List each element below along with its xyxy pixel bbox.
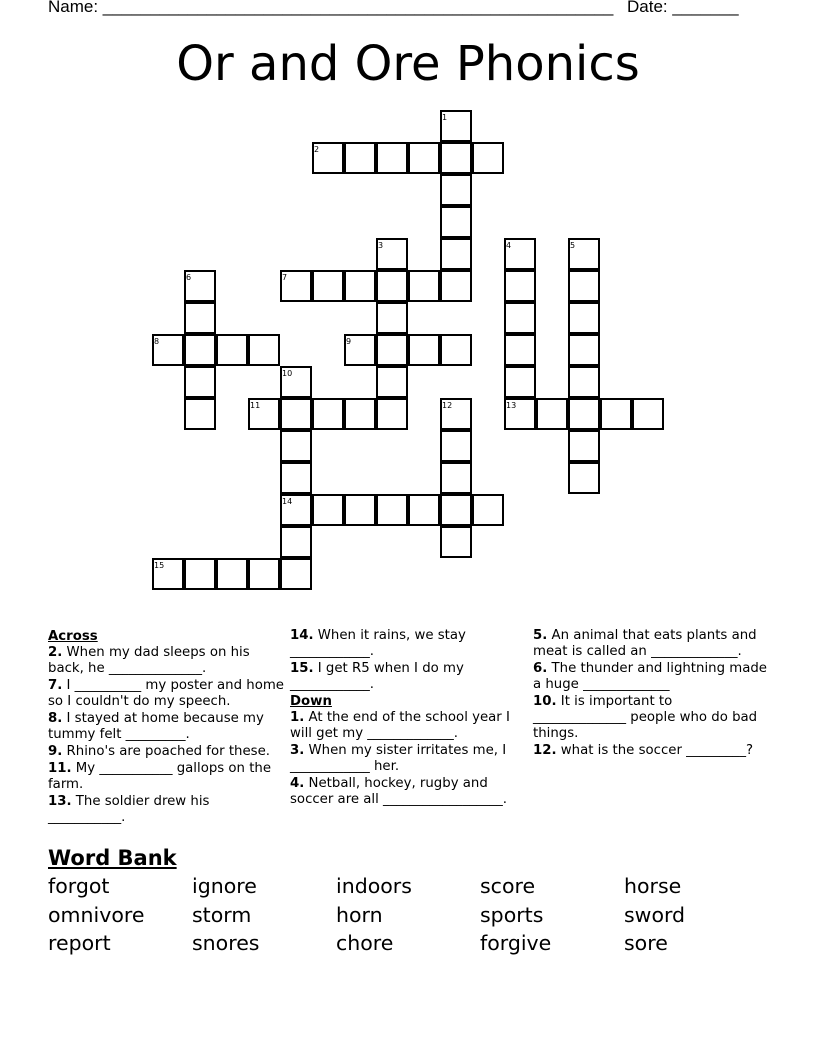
clue-text: Netball, hockey, rugby and soccer are all __________________. bbox=[290, 776, 507, 807]
clue-number: 8 bbox=[154, 337, 160, 346]
crossword-cell[interactable] bbox=[408, 270, 440, 302]
clue-column-2 bbox=[290, 628, 518, 809]
crossword-cell[interactable] bbox=[216, 558, 248, 590]
crossword-cell[interactable] bbox=[568, 398, 600, 430]
clue-text: When my sister irritates me, I ____________ her. bbox=[290, 743, 507, 774]
crossword-cell[interactable] bbox=[376, 398, 408, 430]
crossword-cell[interactable] bbox=[184, 558, 216, 590]
clue-number: 7 bbox=[282, 273, 288, 282]
down-heading: Down bbox=[290, 694, 332, 709]
clue-number: 14 bbox=[282, 497, 293, 506]
crossword-cell[interactable] bbox=[472, 494, 504, 526]
clue-text: At the end of the school year I will get my _____________. bbox=[290, 710, 510, 741]
word-bank-word: chore bbox=[336, 931, 394, 955]
crossword-cell[interactable] bbox=[440, 174, 472, 206]
clue-item bbox=[533, 661, 769, 693]
clue-number: 3 bbox=[378, 241, 384, 250]
crossword-cell[interactable] bbox=[568, 462, 600, 494]
crossword-cell[interactable] bbox=[504, 334, 536, 366]
clue-text: The thunder and lightning made a huge _____________ bbox=[533, 661, 767, 692]
crossword-cell[interactable] bbox=[312, 494, 344, 526]
word-bank-word: horn bbox=[336, 903, 383, 927]
clue-number-label: 4. bbox=[290, 776, 305, 791]
clue-number: 9 bbox=[346, 337, 352, 346]
crossword-cell[interactable] bbox=[408, 494, 440, 526]
clue-number: 11 bbox=[250, 401, 261, 410]
clue-item bbox=[48, 678, 284, 710]
crossword-cell[interactable] bbox=[440, 462, 472, 494]
clue-number-label: 12. bbox=[533, 743, 557, 758]
clue-number: 4 bbox=[506, 241, 512, 250]
clue-text: An animal that eats plants and meat is called an _____________. bbox=[533, 628, 757, 659]
clue-item bbox=[533, 694, 769, 742]
clue-number-label: 1. bbox=[290, 710, 305, 725]
crossword-cell[interactable] bbox=[376, 142, 408, 174]
clue-number-label: 2. bbox=[48, 645, 63, 660]
clue-item bbox=[290, 743, 518, 775]
crossword-cell[interactable] bbox=[248, 334, 280, 366]
crossword-cell[interactable] bbox=[184, 334, 216, 366]
crossword-cell[interactable] bbox=[344, 398, 376, 430]
crossword-cell[interactable] bbox=[344, 142, 376, 174]
across-heading: Across bbox=[48, 629, 98, 644]
crossword-cell[interactable] bbox=[440, 526, 472, 558]
clue-number: 13 bbox=[506, 401, 517, 410]
word-bank-word: sore bbox=[624, 931, 668, 955]
word-bank-word: ignore bbox=[192, 874, 257, 898]
clue-text: When it rains, we stay ____________. bbox=[290, 628, 466, 659]
word-bank-word: horse bbox=[624, 874, 682, 898]
name-field-label: Name: ______________________________________________________ bbox=[48, 0, 614, 16]
across-clue-list-continued bbox=[290, 628, 518, 693]
crossword-cell[interactable] bbox=[440, 206, 472, 238]
crossword-cell[interactable] bbox=[376, 270, 408, 302]
crossword-cell[interactable] bbox=[312, 398, 344, 430]
word-bank-word: sports bbox=[480, 903, 544, 927]
word-bank-word: omnivore bbox=[48, 903, 145, 927]
clue-number-label: 6. bbox=[533, 661, 548, 676]
clue-text: I __________ my poster and home so I couldn't do my speech. bbox=[48, 678, 284, 709]
crossword-cell[interactable] bbox=[408, 334, 440, 366]
clue-number: 10 bbox=[282, 369, 293, 378]
crossword-cell[interactable] bbox=[440, 270, 472, 302]
clue-number-label: 14. bbox=[290, 628, 314, 643]
clue-item bbox=[48, 645, 284, 677]
crossword-cell[interactable] bbox=[376, 366, 408, 398]
clue-number: 1 bbox=[442, 113, 448, 122]
crossword-cell[interactable] bbox=[440, 238, 472, 270]
crossword-cell[interactable] bbox=[312, 270, 344, 302]
clue-item bbox=[290, 628, 518, 660]
clue-item bbox=[290, 776, 518, 808]
crossword-cell[interactable] bbox=[568, 302, 600, 334]
crossword-cell[interactable] bbox=[376, 302, 408, 334]
clue-text: what is the soccer _________? bbox=[556, 743, 754, 758]
crossword-cell[interactable] bbox=[184, 366, 216, 398]
down-clue-list bbox=[290, 710, 518, 808]
clue-number-label: 8. bbox=[48, 711, 63, 726]
clue-item bbox=[48, 761, 284, 793]
word-bank-title: Word Bank bbox=[48, 846, 177, 870]
clue-column-3 bbox=[533, 628, 769, 760]
clue-number: 5 bbox=[570, 241, 576, 250]
crossword-cell[interactable] bbox=[568, 270, 600, 302]
word-bank-word: report bbox=[48, 931, 111, 955]
clue-number: 12 bbox=[442, 401, 453, 410]
crossword-cell[interactable] bbox=[504, 366, 536, 398]
crossword-cell[interactable] bbox=[280, 398, 312, 430]
crossword-cell[interactable] bbox=[376, 494, 408, 526]
crossword-cell[interactable] bbox=[376, 334, 408, 366]
clue-number: 6 bbox=[186, 273, 192, 282]
word-bank-word: forgot bbox=[48, 874, 110, 898]
word-bank-word: storm bbox=[192, 903, 252, 927]
crossword-cell[interactable] bbox=[440, 142, 472, 174]
word-bank-word: indoors bbox=[336, 874, 412, 898]
crossword-cell[interactable] bbox=[440, 494, 472, 526]
clue-number-label: 3. bbox=[290, 743, 305, 758]
clue-text: The soldier drew his ___________. bbox=[48, 794, 210, 825]
crossword-cell[interactable] bbox=[568, 430, 600, 462]
clue-number-label: 13. bbox=[48, 794, 72, 809]
crossword-cell[interactable] bbox=[504, 270, 536, 302]
clue-text: Rhino's are poached for these. bbox=[62, 744, 270, 759]
crossword-cell[interactable] bbox=[632, 398, 664, 430]
crossword-cell[interactable] bbox=[504, 302, 536, 334]
clue-text: It is important to ______________ people who do bad things. bbox=[533, 694, 758, 741]
clue-number-label: 11. bbox=[48, 761, 72, 776]
crossword-cell[interactable] bbox=[184, 398, 216, 430]
crossword-cell[interactable] bbox=[408, 142, 440, 174]
crossword-cell[interactable] bbox=[280, 558, 312, 590]
clue-number-label: 9. bbox=[48, 744, 63, 759]
clue-column-1 bbox=[48, 628, 284, 827]
clue-item bbox=[290, 661, 518, 693]
word-bank-word: score bbox=[480, 874, 536, 898]
crossword-cell[interactable] bbox=[440, 334, 472, 366]
crossword-cell[interactable] bbox=[536, 398, 568, 430]
crossword-cell[interactable] bbox=[216, 334, 248, 366]
word-bank-word: sword bbox=[624, 903, 686, 927]
clue-text: When my dad sleeps on his back, he ______________. bbox=[48, 645, 250, 676]
crossword-cell[interactable] bbox=[248, 558, 280, 590]
crossword-cell[interactable] bbox=[280, 462, 312, 494]
clue-item bbox=[48, 744, 284, 760]
clue-number-label: 5. bbox=[533, 628, 548, 643]
clue-item bbox=[48, 711, 284, 743]
date-field-label: Date: _______ bbox=[627, 0, 739, 16]
crossword-cell[interactable] bbox=[472, 142, 504, 174]
word-bank-word: snores bbox=[192, 931, 260, 955]
clue-text: I get R5 when I do my ____________. bbox=[290, 661, 464, 692]
crossword-cell[interactable] bbox=[568, 366, 600, 398]
across-clue-list bbox=[48, 645, 284, 826]
clue-item bbox=[290, 710, 518, 742]
clue-number: 15 bbox=[154, 561, 165, 570]
crossword-cell[interactable] bbox=[280, 430, 312, 462]
crossword-cell[interactable] bbox=[440, 430, 472, 462]
crossword-cell[interactable] bbox=[568, 334, 600, 366]
word-bank-word: forgive bbox=[480, 931, 552, 955]
crossword-cell[interactable] bbox=[600, 398, 632, 430]
clue-item bbox=[48, 794, 284, 826]
crossword-cell[interactable] bbox=[184, 302, 216, 334]
clue-number-label: 7. bbox=[48, 678, 63, 693]
clue-text: My ___________ gallops on the farm. bbox=[48, 761, 272, 792]
crossword-cell[interactable] bbox=[280, 526, 312, 558]
page-title: Or and Ore Phonics bbox=[176, 36, 640, 92]
clue-number-label: 15. bbox=[290, 661, 314, 676]
clue-number-label: 10. bbox=[533, 694, 557, 709]
down-clue-list-continued bbox=[533, 628, 769, 759]
crossword-cell[interactable] bbox=[344, 494, 376, 526]
clue-item bbox=[533, 743, 769, 759]
clue-item bbox=[533, 628, 769, 660]
clue-text: I stayed at home because my tummy felt _________. bbox=[48, 711, 264, 742]
crossword-cell[interactable] bbox=[344, 270, 376, 302]
clue-number: 2 bbox=[314, 145, 320, 154]
